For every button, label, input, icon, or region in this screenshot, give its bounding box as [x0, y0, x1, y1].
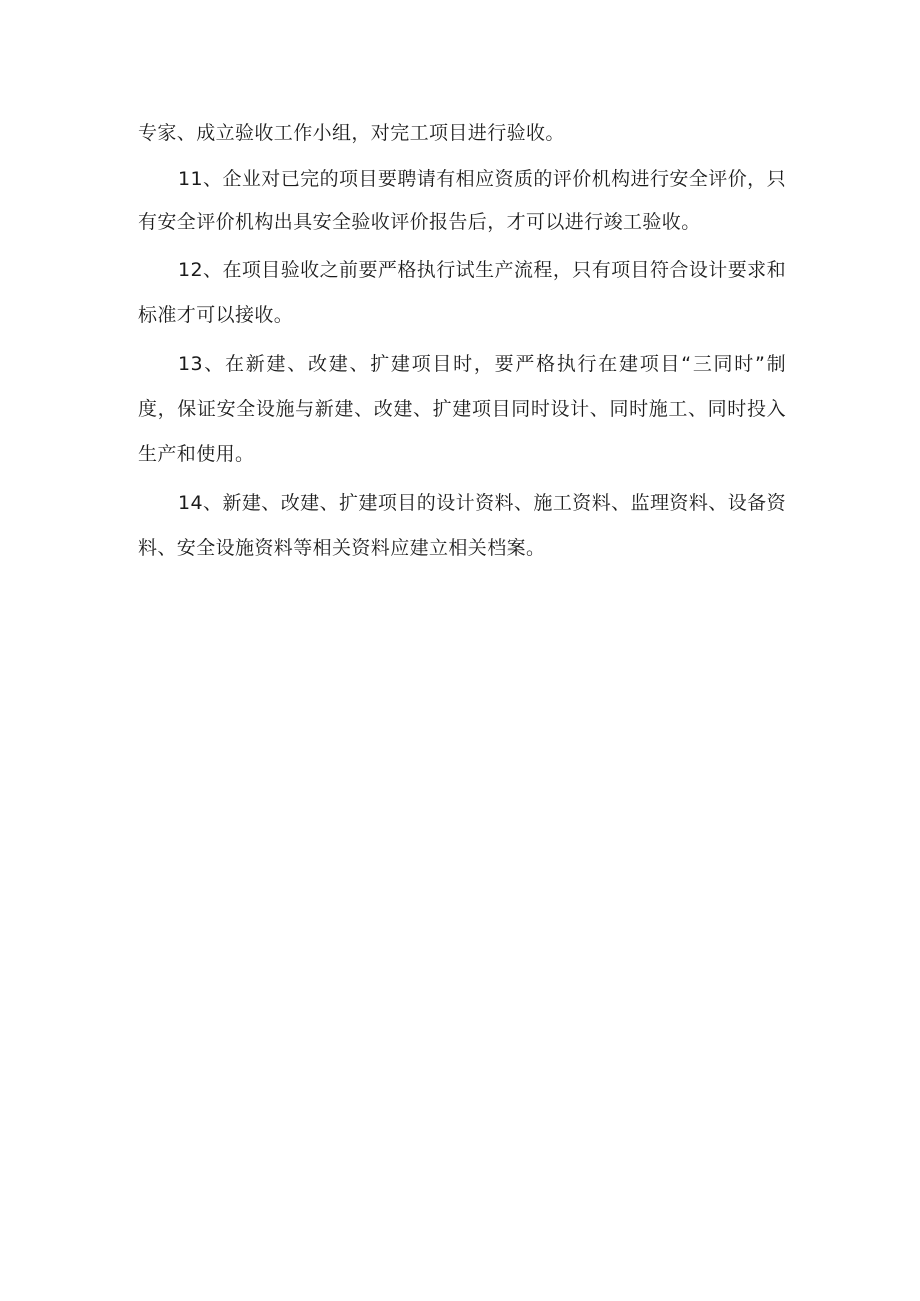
paragraph-item-14: 14、新建、改建、扩建项目的设计资料、施工资料、监理资料、设备资料、安全设施资料等相关资料应建立相关档案。 [138, 492, 786, 559]
paragraph-continuation: 专家、成立验收工作小组，对完工项目进行验收。 [138, 122, 565, 144]
paragraph-item-13: 13、在新建、改建、扩建项目时，要严格执行在建项目“三同时”制度，保证安全设施与新建、改建、扩建项目同时设计、同时施工、同时投入生产和使用。 [138, 353, 786, 465]
paragraph-item-11: 11、企业对已完的项目要聘请有相应资质的评价机构进行安全评价，只有安全评价机构出具安全验收评价报告后，才可以进行竣工验收。 [138, 168, 786, 233]
document-body [138, 112, 786, 571]
paragraph-item-12: 12、在项目验收之前要严格执行试生产流程，只有项目符合设计要求和标准才可以接收。 [138, 259, 786, 326]
